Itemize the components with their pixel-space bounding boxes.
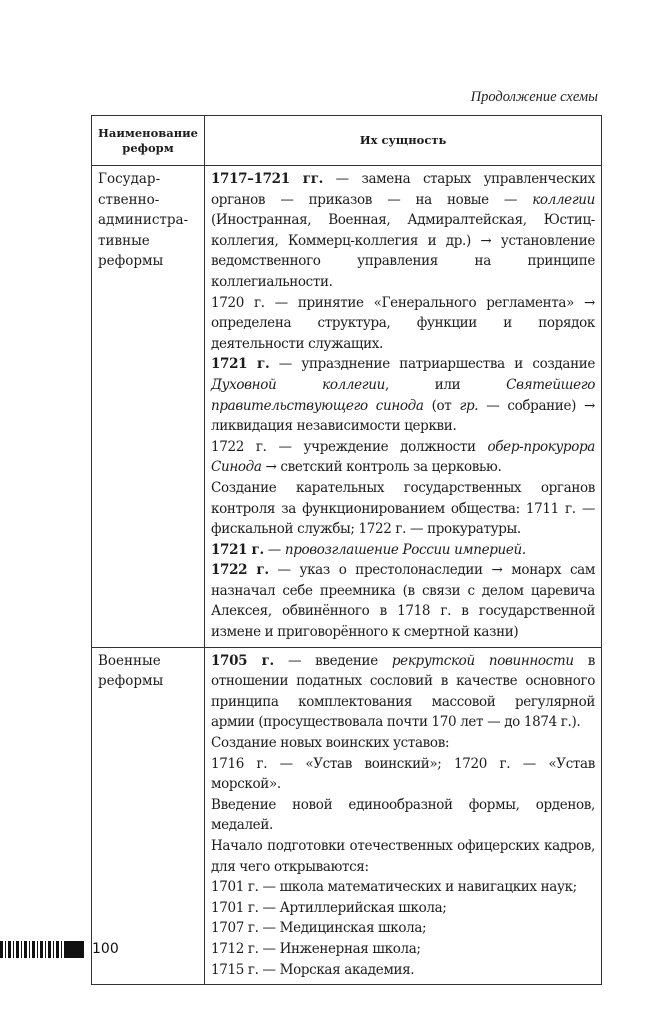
bold-date: 1721 г.: [211, 541, 264, 558]
text-run: Начало подготовки отечественных офицерских кадров, для чего открываются:: [211, 838, 595, 875]
bold-date: 1721 г.: [211, 356, 270, 373]
text-run: 1707 г. — Медицинская школа;: [211, 920, 427, 937]
text-run: — введение: [273, 652, 392, 669]
column-header-essence: Их сущность: [205, 116, 602, 166]
italic-term: гр.: [459, 397, 479, 414]
page-number: 100: [92, 941, 119, 957]
text-run: Создание новых воинских уставов:: [211, 735, 450, 752]
text-run: Введение новой единообразной формы, орденов, медалей.: [211, 796, 595, 834]
essence-paragraph: [211, 898, 595, 919]
column-header-name: Наименование реформ: [92, 116, 205, 166]
italic-term: обер-прокурора Синода: [211, 438, 595, 476]
essence-paragraph: [211, 437, 595, 478]
text-run: Создание карательных государственных органов контроля за функционированием общества: 1711 г. — фискальной службы; 1722 г. — прокуратуры.: [211, 479, 595, 538]
text-run: в отношении податных сословий в качестве основного принципа комплектования массовой регулярной армии (просуществовала почти 170 лет — до 1874 г.).: [211, 652, 596, 731]
italic-term: провозглашение России империей.: [284, 541, 526, 558]
reforms-table: [91, 115, 602, 985]
reform-essence-cell: [205, 647, 602, 985]
text-run: — замена старых управленческих органов — приказов — на новые —: [211, 171, 595, 208]
continuation-label: Продолжение схемы: [470, 89, 598, 105]
text-run: — указ о престолонаследии → монарх сам назначал себе преемника (в связи с делом царевича Алексея, обвинённого в 1718 г. в государственной измене и приговорённого к смертной казни): [211, 562, 595, 641]
italic-term: Духовной коллегии: [211, 376, 385, 393]
reform-name-cell: Военные реформы: [92, 647, 205, 985]
essence-paragraph: [211, 877, 595, 898]
text-run: 1722 г. — учреждение должности: [211, 438, 488, 455]
essence-paragraph: [211, 836, 595, 877]
bold-date: 1705 г.: [211, 652, 274, 669]
essence-paragraph: [211, 754, 595, 795]
essence-paragraph: [211, 795, 595, 836]
essence-paragraph: [211, 733, 595, 754]
essence-paragraph: [211, 540, 595, 561]
table-row: [92, 647, 602, 985]
reform-essence-cell: [205, 166, 602, 648]
page-footer: [0, 939, 660, 961]
reform-name-cell: Государ-ственно-администра-тивные реформы: [92, 166, 205, 648]
text-run: — собрание) → ликвидация независимости церкви.: [211, 397, 596, 435]
essence-paragraph: [211, 918, 595, 939]
text-run: 1701 г. — Артиллерийская школа;: [211, 899, 447, 916]
text-run: , или: [384, 376, 507, 393]
essence-paragraph: [211, 354, 595, 436]
footer-barcode-block: [66, 941, 84, 958]
table-row: [92, 166, 602, 648]
essence-paragraph: [211, 960, 595, 981]
italic-term: рекрутской повинности: [391, 652, 574, 669]
text-run: 1720 г. — принятие «Генерального регламента» → определена структура, функции и порядок деятельности служащих.: [211, 294, 595, 352]
essence-paragraph: [211, 293, 595, 355]
text-run: — упразднение патриаршества и создание: [269, 356, 596, 373]
essence-paragraph: [211, 478, 595, 540]
text-run: 1715 г. — Морская академия.: [211, 961, 415, 978]
text-run: 1716 г. — «Устав воинский»; 1720 г. — «Устав морской».: [211, 755, 595, 793]
text-run: → светский контроль за церковью.: [261, 459, 502, 476]
table-header-row: [92, 116, 602, 166]
text-run: (Иностранная, Военная, Адмиралтейская, Юстиц-коллегия, Коммерц-коллегия и др.) → установление ведомственного управления на принципе коллегиальности.: [211, 212, 595, 290]
text-run: 1712 г. — Инженерная школа;: [211, 940, 421, 957]
essence-paragraph: [211, 169, 595, 293]
essence-paragraph: [211, 651, 595, 733]
bold-date: 1717–1721 гг.: [211, 171, 323, 187]
bold-date: 1722 г.: [211, 562, 269, 579]
italic-term: Святейшего правительствующего синода: [211, 376, 595, 414]
essence-paragraph: [211, 560, 595, 642]
italic-term: коллегии: [532, 191, 595, 208]
text-run: —: [263, 541, 285, 558]
text-run: 1701 г. — школа математических и навигацких наук;: [211, 879, 577, 896]
text-run: (от: [423, 397, 460, 414]
